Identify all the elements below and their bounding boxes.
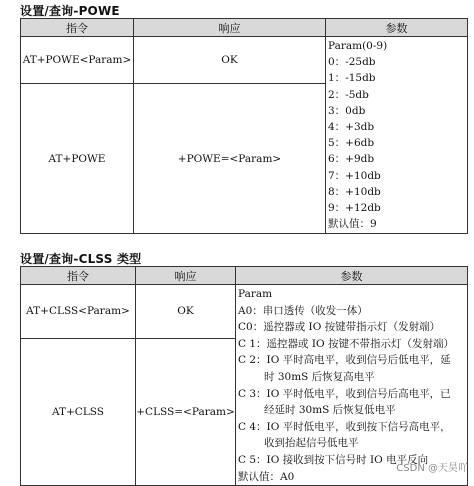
param-line: C0：遥控器或 IO 按键带指示灯（发射端） — [238, 321, 441, 334]
clss-command-table — [20, 266, 468, 486]
param-line: 0：-25db — [328, 56, 376, 69]
param-line: 2：-5db — [328, 88, 369, 101]
param-line: 默认值：9 — [328, 218, 377, 231]
command-query-cell: AT+CLSS — [21, 338, 136, 485]
param-line: 时 30mS 后恢复高电平 — [264, 370, 375, 383]
header-response: 响应 — [134, 19, 326, 37]
header-response: 响应 — [136, 267, 236, 285]
param-line: 1：-15db — [328, 72, 376, 85]
param-line: 3：0db — [328, 104, 366, 117]
watermark: CSDN @天昊吖 — [396, 463, 468, 474]
param-line: 7：+10db — [328, 169, 381, 182]
param-line: 4：+3db — [328, 121, 375, 134]
param-line: 5：+6db — [328, 137, 375, 150]
powe-command-table — [20, 18, 468, 234]
header-command: 指令 — [21, 19, 134, 37]
section-title-powe: 设置/查询-POWE — [20, 4, 120, 18]
param-line: Param(0-9) — [328, 40, 388, 52]
command-set-cell: AT+CLSS<Param> — [21, 285, 136, 339]
param-line: A0：串口透传（收发一体） — [238, 304, 368, 317]
param-line: C 5：IO 接收到按下信号时 IO 电平反向 — [238, 453, 429, 466]
param-line: 经延时 30mS 后恢复低电平 — [264, 404, 396, 417]
param-line: 6：+9db — [328, 153, 375, 166]
header-params: 参数 — [326, 19, 468, 37]
command-set-cell: AT+POWE<Param> — [21, 37, 134, 84]
header-params: 参数 — [236, 267, 468, 285]
params-cell — [326, 37, 468, 234]
param-line: 默认值：A0 — [238, 470, 295, 483]
param-line: 收到抬起信号低电平 — [264, 437, 359, 450]
table-row — [21, 285, 468, 339]
response-query-cell: +CLSS=<Param> — [136, 338, 236, 485]
param-line: Param — [238, 288, 273, 300]
response-query-cell: +POWE=<Param> — [134, 84, 326, 234]
param-line: C 2：IO 平时高电平，收到信号后低电平，延 — [238, 354, 451, 367]
param-line: C 1：遥控器或 IO 按键不带指示灯（发射端） — [238, 337, 454, 350]
param-line: C 3：IO 平时低电平，收到信号后高电平，已 — [238, 387, 451, 400]
response-set-cell: OK — [134, 37, 326, 84]
command-query-cell: AT+POWE — [21, 84, 134, 234]
section-title-clss: 设置/查询-CLSS 类型 — [20, 252, 142, 266]
param-line: 9：+12db — [328, 202, 381, 215]
header-command: 指令 — [21, 267, 136, 285]
params-cell — [236, 285, 468, 486]
table-row — [21, 37, 468, 84]
table-header-row — [21, 19, 468, 37]
table-header-row — [21, 267, 468, 285]
param-line: 8：+10db — [328, 185, 381, 198]
response-set-cell: OK — [136, 285, 236, 339]
param-line: C 4：IO 平时低电平，收到按下信号高电平， — [238, 420, 451, 433]
